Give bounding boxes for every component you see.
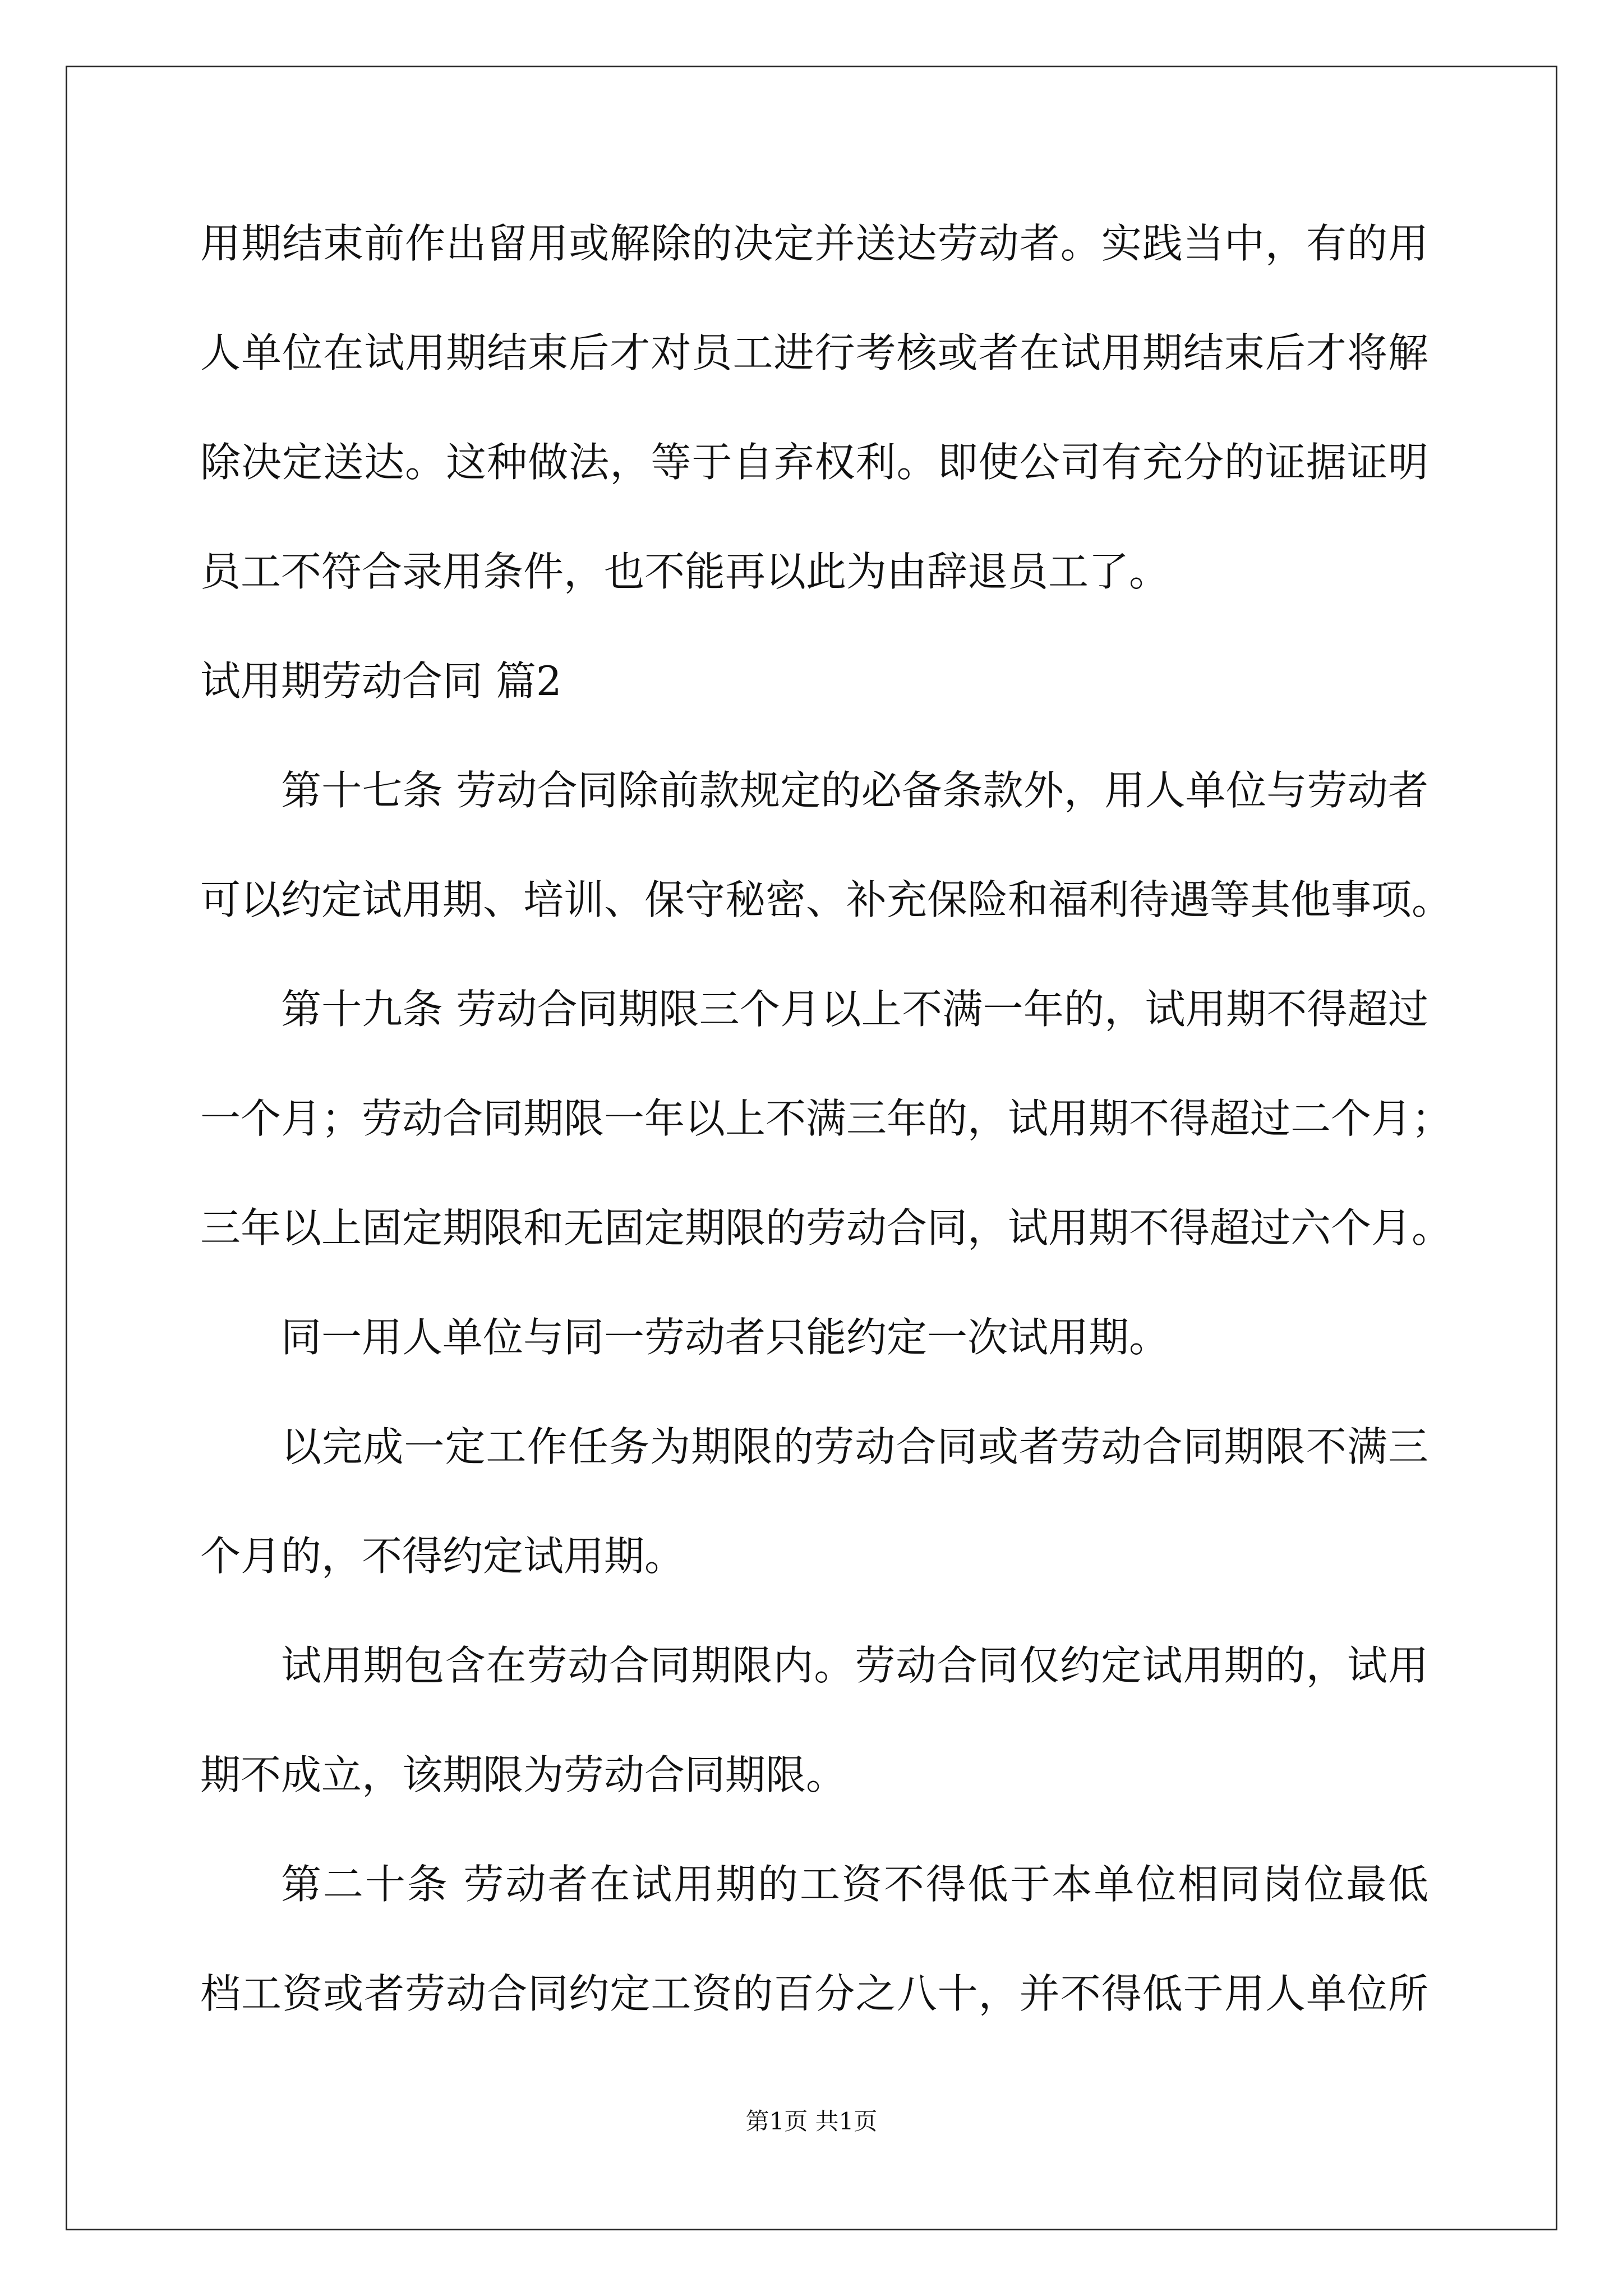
text-line: 第二十条 劳动者在试用期的工资不得低于本单位相同岗位最低: [281, 1861, 1428, 1908]
text-line: 以完成一定工作任务为期限的劳动合同或者劳动合同期限不满三: [281, 1423, 1428, 1470]
section-heading: 试用期劳动合同 篇2: [200, 657, 562, 705]
text-line: 一个月；劳动合同期限一年以上不满三年的，试用期不得超过二个月；: [200, 1095, 1453, 1142]
text-line: 第十七条 劳动合同除前款规定的必备条款外，用人单位与劳动者: [281, 767, 1428, 814]
text-line: 同一用人单位与同一劳动者只能约定一次试用期。: [281, 1314, 1170, 1361]
text-line: 可以约定试用期、培训、保守秘密、补充保险和福利待遇等其他事项。: [200, 876, 1453, 923]
text-line: 期不成立，该期限为劳动合同期限。: [200, 1751, 847, 1798]
text-line: 三年以上固定期限和无固定期限的劳动合同，试用期不得超过六个月。: [200, 1204, 1453, 1251]
text-line: 人单位在试用期结束后才对员工进行考核或者在试用期结束后才将解: [200, 329, 1428, 376]
text-line: 用期结束前作出留用或解除的决定并送达劳动者。实践当中，有的用: [200, 220, 1428, 267]
text-line: 员工不符合录用条件，也不能再以此为由辞退员工了。: [200, 548, 1170, 595]
text-line: 除决定送达。这种做法，等于自弃权利。即使公司有充分的证据证明: [200, 439, 1428, 486]
document-body: [200, 217, 1453, 2076]
text-line: 试用期包含在劳动合同期限内。劳动合同仅约定试用期的，试用: [281, 1642, 1428, 1689]
text-line: 第十九条 劳动合同期限三个月以上不满一年的，试用期不得超过: [281, 986, 1428, 1033]
text-line: 个月的，不得约定试用期。: [200, 1533, 685, 1580]
page-footer: 第1页 共1页: [745, 2108, 878, 2135]
text-line: 档工资或者劳动合同约定工资的百分之八十，并不得低于用人单位所: [200, 1970, 1428, 2017]
